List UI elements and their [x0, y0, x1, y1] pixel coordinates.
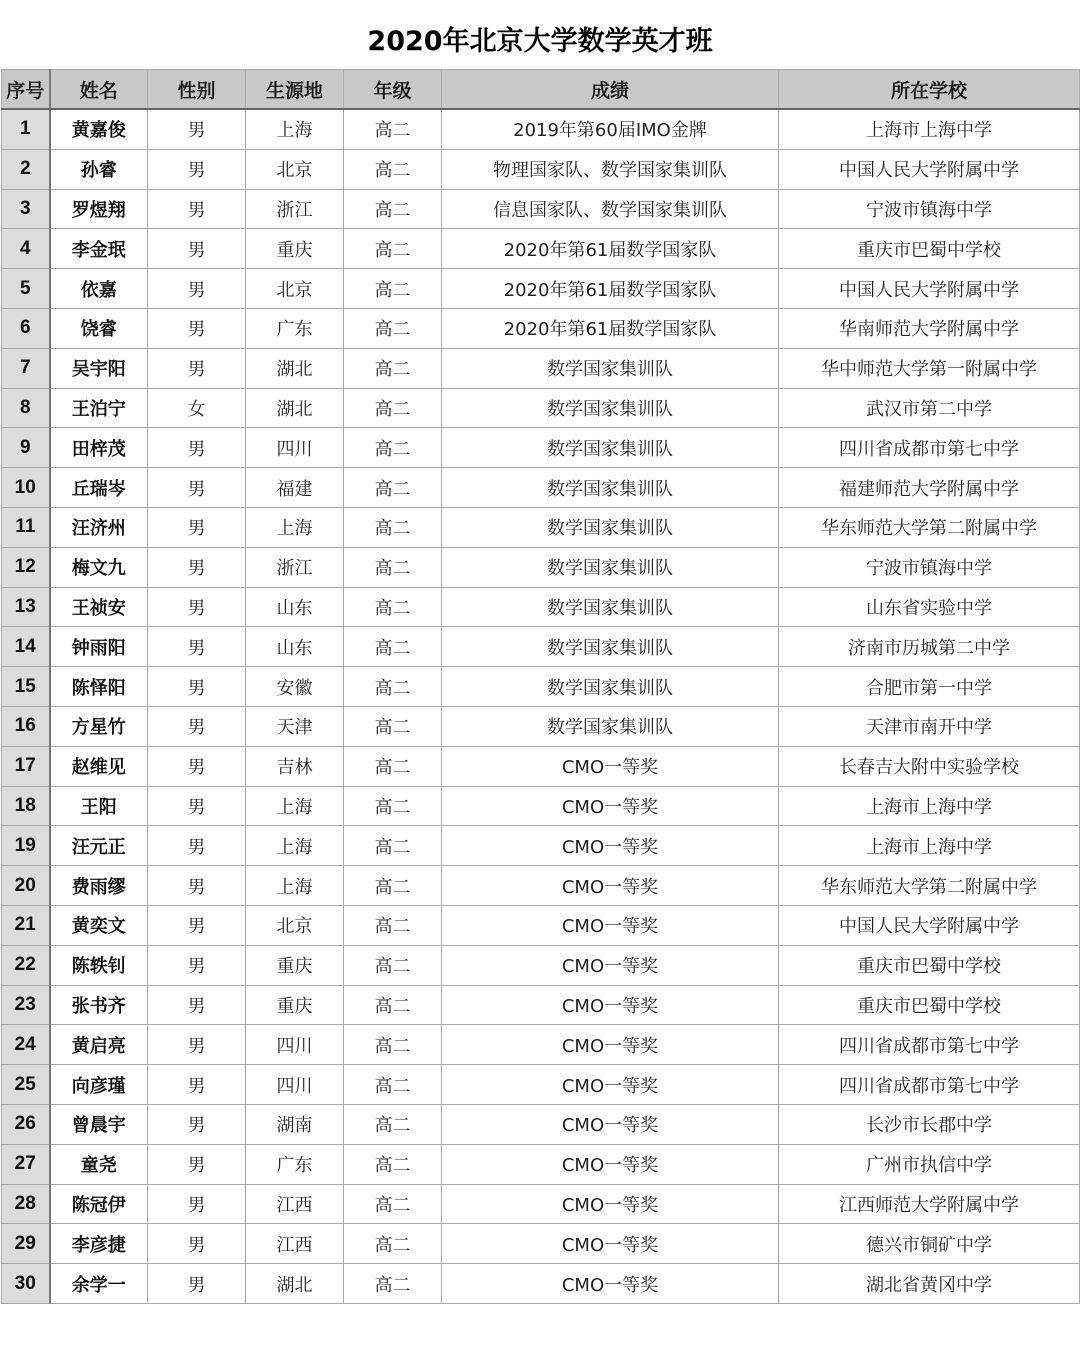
cell-name: 李金珉	[50, 229, 148, 269]
cell-gender: 男	[148, 229, 246, 269]
cell-grade: 高二	[344, 826, 442, 866]
cell-grade: 高二	[344, 507, 442, 547]
cell-origin: 重庆	[246, 945, 344, 985]
cell-origin: 北京	[246, 905, 344, 945]
cell-name: 孙睿	[50, 149, 148, 189]
cell-grade: 高二	[344, 1025, 442, 1065]
cell-gender: 男	[148, 308, 246, 348]
cell-grade: 高二	[344, 1224, 442, 1264]
cell-index: 18	[2, 786, 50, 826]
cell-achievement: CMO一等奖	[442, 1025, 779, 1065]
cell-index: 26	[2, 1104, 50, 1144]
header-school: 所在学校	[779, 70, 1080, 110]
cell-grade: 高二	[344, 985, 442, 1025]
cell-grade: 高二	[344, 667, 442, 707]
table-row	[2, 1104, 1080, 1144]
cell-grade: 高二	[344, 428, 442, 468]
cell-gender: 男	[148, 1224, 246, 1264]
cell-origin: 福建	[246, 468, 344, 508]
cell-grade: 高二	[344, 269, 442, 309]
cell-school: 宁波市镇海中学	[779, 189, 1080, 229]
cell-index: 12	[2, 547, 50, 587]
cell-gender: 男	[148, 507, 246, 547]
table-row	[2, 667, 1080, 707]
cell-school: 湖北省黄冈中学	[779, 1264, 1080, 1304]
cell-school: 重庆市巴蜀中学校	[779, 985, 1080, 1025]
cell-gender: 男	[148, 985, 246, 1025]
cell-name: 陈冠伊	[50, 1184, 148, 1224]
cell-school: 宁波市镇海中学	[779, 547, 1080, 587]
cell-achievement: 信息国家队、数学国家集训队	[442, 189, 779, 229]
page-title: 2020年北京大学数学英才班	[367, 26, 713, 57]
cell-school: 中国人民大学附属中学	[779, 149, 1080, 189]
cell-school: 四川省成都市第七中学	[779, 428, 1080, 468]
cell-grade: 高二	[344, 109, 442, 149]
cell-name: 曾晨宇	[50, 1104, 148, 1144]
cell-name: 方星竹	[50, 706, 148, 746]
table-row	[2, 269, 1080, 309]
cell-achievement: CMO一等奖	[442, 1065, 779, 1105]
cell-index: 25	[2, 1065, 50, 1105]
cell-index: 28	[2, 1184, 50, 1224]
cell-school: 华中师范大学第一附属中学	[779, 348, 1080, 388]
cell-origin: 湖北	[246, 1264, 344, 1304]
cell-achievement: 物理国家队、数学国家集训队	[442, 149, 779, 189]
table-row	[2, 507, 1080, 547]
table-row	[2, 1065, 1080, 1105]
cell-name: 饶睿	[50, 308, 148, 348]
cell-achievement: 2020年第61届数学国家队	[442, 229, 779, 269]
cell-achievement: CMO一等奖	[442, 1224, 779, 1264]
cell-grade: 高二	[344, 189, 442, 229]
cell-origin: 天津	[246, 706, 344, 746]
table-row	[2, 388, 1080, 428]
cell-name: 吴宇阳	[50, 348, 148, 388]
table-row	[2, 1025, 1080, 1065]
cell-name: 黄奕文	[50, 905, 148, 945]
cell-school: 福建师范大学附属中学	[779, 468, 1080, 508]
cell-index: 2	[2, 149, 50, 189]
table-row	[2, 905, 1080, 945]
cell-gender: 男	[148, 547, 246, 587]
cell-name: 梅文九	[50, 547, 148, 587]
cell-grade: 高二	[344, 1264, 442, 1304]
cell-index: 30	[2, 1264, 50, 1304]
cell-origin: 浙江	[246, 189, 344, 229]
cell-index: 3	[2, 189, 50, 229]
cell-achievement: 数学国家集训队	[442, 428, 779, 468]
table-row	[2, 945, 1080, 985]
cell-gender: 男	[148, 627, 246, 667]
cell-grade: 高二	[344, 229, 442, 269]
table-row	[2, 746, 1080, 786]
cell-achievement: 数学国家集训队	[442, 587, 779, 627]
cell-gender: 男	[148, 826, 246, 866]
cell-name: 李彦捷	[50, 1224, 148, 1264]
table-row	[2, 786, 1080, 826]
cell-achievement: CMO一等奖	[442, 746, 779, 786]
cell-origin: 四川	[246, 1065, 344, 1105]
cell-origin: 江西	[246, 1224, 344, 1264]
cell-name: 费雨缪	[50, 866, 148, 906]
cell-school: 上海市上海中学	[779, 786, 1080, 826]
student-table	[1, 69, 1080, 1304]
cell-grade: 高二	[344, 587, 442, 627]
table-row	[2, 826, 1080, 866]
cell-school: 江西师范大学附属中学	[779, 1184, 1080, 1224]
table-row	[2, 587, 1080, 627]
header-name: 姓名	[50, 70, 148, 110]
cell-achievement: CMO一等奖	[442, 786, 779, 826]
cell-grade: 高二	[344, 1144, 442, 1184]
cell-achievement: CMO一等奖	[442, 1184, 779, 1224]
cell-achievement: CMO一等奖	[442, 866, 779, 906]
cell-achievement: CMO一等奖	[442, 826, 779, 866]
cell-index: 16	[2, 706, 50, 746]
cell-index: 4	[2, 229, 50, 269]
cell-index: 1	[2, 109, 50, 149]
cell-index: 6	[2, 308, 50, 348]
cell-gender: 男	[148, 866, 246, 906]
cell-grade: 高二	[344, 308, 442, 348]
table-row	[2, 109, 1080, 149]
cell-name: 黄启亮	[50, 1025, 148, 1065]
cell-grade: 高二	[344, 1184, 442, 1224]
cell-origin: 重庆	[246, 229, 344, 269]
cell-grade: 高二	[344, 1104, 442, 1144]
cell-achievement: 2020年第61届数学国家队	[442, 308, 779, 348]
cell-index: 13	[2, 587, 50, 627]
cell-achievement: 数学国家集训队	[442, 468, 779, 508]
table-row	[2, 1264, 1080, 1304]
cell-gender: 男	[148, 428, 246, 468]
cell-name: 向彦瑾	[50, 1065, 148, 1105]
cell-school: 武汉市第二中学	[779, 388, 1080, 428]
cell-index: 21	[2, 905, 50, 945]
cell-name: 田梓茂	[50, 428, 148, 468]
cell-grade: 高二	[344, 388, 442, 428]
cell-index: 15	[2, 667, 50, 707]
cell-name: 汪元正	[50, 826, 148, 866]
cell-origin: 四川	[246, 428, 344, 468]
cell-gender: 男	[148, 587, 246, 627]
cell-grade: 高二	[344, 627, 442, 667]
cell-achievement: CMO一等奖	[442, 1104, 779, 1144]
cell-gender: 男	[148, 149, 246, 189]
table-row	[2, 706, 1080, 746]
cell-index: 22	[2, 945, 50, 985]
cell-origin: 湖北	[246, 388, 344, 428]
cell-origin: 上海	[246, 786, 344, 826]
cell-grade: 高二	[344, 905, 442, 945]
cell-name: 余学一	[50, 1264, 148, 1304]
cell-achievement: CMO一等奖	[442, 1144, 779, 1184]
cell-grade: 高二	[344, 866, 442, 906]
cell-index: 14	[2, 627, 50, 667]
table-row	[2, 985, 1080, 1025]
cell-gender: 男	[148, 1144, 246, 1184]
cell-school: 华东师范大学第二附属中学	[779, 866, 1080, 906]
cell-index: 11	[2, 507, 50, 547]
cell-name: 陈怿阳	[50, 667, 148, 707]
cell-gender: 男	[148, 109, 246, 149]
cell-origin: 广东	[246, 1144, 344, 1184]
cell-achievement: 数学国家集训队	[442, 667, 779, 707]
cell-achievement: 数学国家集训队	[442, 706, 779, 746]
cell-grade: 高二	[344, 348, 442, 388]
table-row	[2, 627, 1080, 667]
cell-index: 9	[2, 428, 50, 468]
table-row	[2, 1184, 1080, 1224]
cell-index: 7	[2, 348, 50, 388]
cell-school: 中国人民大学附属中学	[779, 905, 1080, 945]
table-row	[2, 1144, 1080, 1184]
cell-gender: 男	[148, 1264, 246, 1304]
cell-achievement: 数学国家集训队	[442, 348, 779, 388]
cell-school: 长沙市长郡中学	[779, 1104, 1080, 1144]
cell-grade: 高二	[344, 1065, 442, 1105]
cell-name: 丘瑞岑	[50, 468, 148, 508]
cell-name: 黄嘉俊	[50, 109, 148, 149]
cell-name: 赵维见	[50, 746, 148, 786]
cell-school: 德兴市铜矿中学	[779, 1224, 1080, 1264]
cell-grade: 高二	[344, 746, 442, 786]
cell-achievement: 数学国家集训队	[442, 547, 779, 587]
table-row	[2, 428, 1080, 468]
cell-name: 张书齐	[50, 985, 148, 1025]
cell-school: 四川省成都市第七中学	[779, 1025, 1080, 1065]
cell-origin: 上海	[246, 866, 344, 906]
cell-grade: 高二	[344, 706, 442, 746]
table-row	[2, 866, 1080, 906]
cell-origin: 上海	[246, 109, 344, 149]
cell-grade: 高二	[344, 547, 442, 587]
cell-school: 华东师范大学第二附属中学	[779, 507, 1080, 547]
cell-name: 王阳	[50, 786, 148, 826]
cell-origin: 浙江	[246, 547, 344, 587]
cell-school: 山东省实验中学	[779, 587, 1080, 627]
cell-grade: 高二	[344, 786, 442, 826]
cell-achievement: CMO一等奖	[442, 985, 779, 1025]
cell-name: 陈轶钊	[50, 945, 148, 985]
table-row	[2, 348, 1080, 388]
cell-gender: 男	[148, 468, 246, 508]
cell-school: 重庆市巴蜀中学校	[779, 229, 1080, 269]
cell-gender: 男	[148, 1065, 246, 1105]
cell-school: 上海市上海中学	[779, 109, 1080, 149]
cell-origin: 北京	[246, 269, 344, 309]
cell-gender: 男	[148, 945, 246, 985]
header-row	[2, 70, 1080, 110]
header-grade: 年级	[344, 70, 442, 110]
cell-index: 8	[2, 388, 50, 428]
cell-achievement: CMO一等奖	[442, 905, 779, 945]
cell-achievement: 数学国家集训队	[442, 507, 779, 547]
cell-name: 钟雨阳	[50, 627, 148, 667]
cell-gender: 男	[148, 786, 246, 826]
cell-school: 华南师范大学附属中学	[779, 308, 1080, 348]
cell-gender: 男	[148, 1025, 246, 1065]
header-origin: 生源地	[246, 70, 344, 110]
cell-name: 依嘉	[50, 269, 148, 309]
cell-index: 17	[2, 746, 50, 786]
cell-achievement: 数学国家集训队	[442, 627, 779, 667]
cell-school: 济南市历城第二中学	[779, 627, 1080, 667]
cell-achievement: 数学国家集训队	[442, 388, 779, 428]
cell-school: 天津市南开中学	[779, 706, 1080, 746]
cell-school: 四川省成都市第七中学	[779, 1065, 1080, 1105]
table-row	[2, 547, 1080, 587]
cell-gender: 男	[148, 905, 246, 945]
cell-gender: 男	[148, 348, 246, 388]
cell-index: 20	[2, 866, 50, 906]
cell-achievement: CMO一等奖	[442, 1264, 779, 1304]
cell-school: 上海市上海中学	[779, 826, 1080, 866]
cell-index: 29	[2, 1224, 50, 1264]
cell-origin: 广东	[246, 308, 344, 348]
table-row	[2, 189, 1080, 229]
cell-origin: 吉林	[246, 746, 344, 786]
cell-index: 10	[2, 468, 50, 508]
table-row	[2, 149, 1080, 189]
cell-gender: 男	[148, 1184, 246, 1224]
cell-grade: 高二	[344, 945, 442, 985]
cell-achievement: 2020年第61届数学国家队	[442, 269, 779, 309]
cell-origin: 安徽	[246, 667, 344, 707]
cell-origin: 山东	[246, 627, 344, 667]
cell-origin: 北京	[246, 149, 344, 189]
header-index: 序号	[2, 70, 50, 110]
cell-school: 中国人民大学附属中学	[779, 269, 1080, 309]
table-row	[2, 1224, 1080, 1264]
cell-index: 24	[2, 1025, 50, 1065]
cell-gender: 男	[148, 667, 246, 707]
header-gender: 性别	[148, 70, 246, 110]
cell-name: 汪济州	[50, 507, 148, 547]
cell-gender: 男	[148, 746, 246, 786]
table-row	[2, 308, 1080, 348]
table-row	[2, 468, 1080, 508]
cell-school: 广州市执信中学	[779, 1144, 1080, 1184]
cell-gender: 男	[148, 706, 246, 746]
cell-name: 王泊宁	[50, 388, 148, 428]
cell-origin: 上海	[246, 507, 344, 547]
cell-origin: 重庆	[246, 985, 344, 1025]
cell-grade: 高二	[344, 468, 442, 508]
cell-name: 罗煜翔	[50, 189, 148, 229]
cell-name: 童尧	[50, 1144, 148, 1184]
cell-origin: 湖南	[246, 1104, 344, 1144]
cell-school: 长春吉大附中实验学校	[779, 746, 1080, 786]
table-row	[2, 229, 1080, 269]
cell-name: 王祯安	[50, 587, 148, 627]
cell-origin: 江西	[246, 1184, 344, 1224]
cell-index: 19	[2, 826, 50, 866]
cell-origin: 上海	[246, 826, 344, 866]
cell-gender: 女	[148, 388, 246, 428]
cell-index: 27	[2, 1144, 50, 1184]
header-achievement: 成绩	[442, 70, 779, 110]
cell-index: 23	[2, 985, 50, 1025]
cell-origin: 山东	[246, 587, 344, 627]
cell-school: 合肥市第一中学	[779, 667, 1080, 707]
cell-grade: 高二	[344, 149, 442, 189]
cell-gender: 男	[148, 189, 246, 229]
cell-origin: 湖北	[246, 348, 344, 388]
cell-gender: 男	[148, 269, 246, 309]
cell-index: 5	[2, 269, 50, 309]
cell-gender: 男	[148, 1104, 246, 1144]
cell-origin: 四川	[246, 1025, 344, 1065]
cell-achievement: 2019年第60届IMO金牌	[442, 109, 779, 149]
cell-achievement: CMO一等奖	[442, 945, 779, 985]
cell-school: 重庆市巴蜀中学校	[779, 945, 1080, 985]
